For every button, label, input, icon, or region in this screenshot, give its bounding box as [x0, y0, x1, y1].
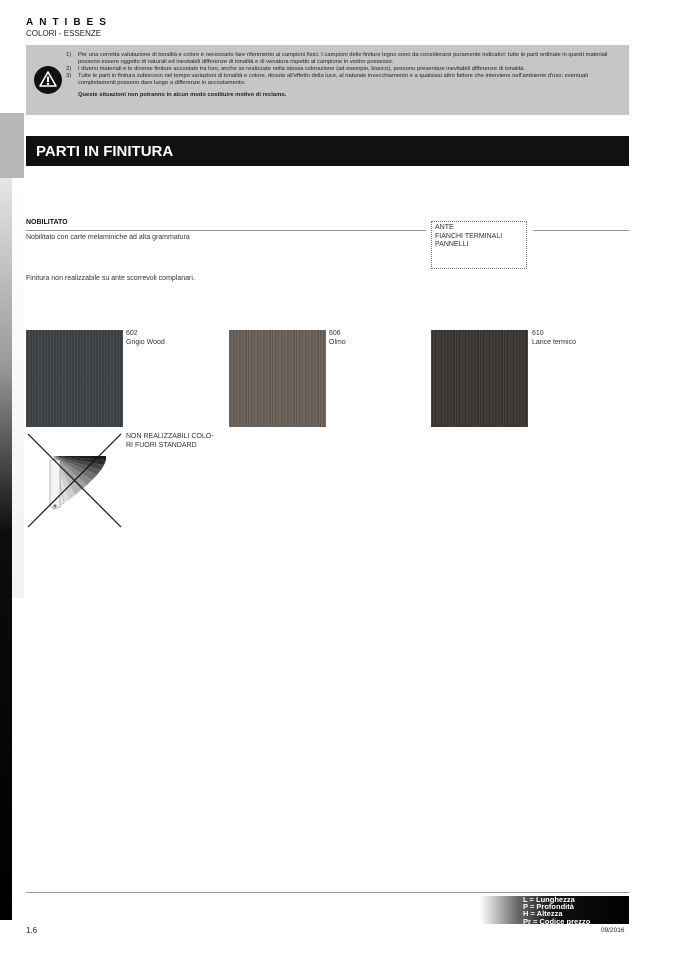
legend-text: [523, 896, 590, 925]
note-number: 1): [66, 52, 72, 58]
note-row: [66, 52, 626, 66]
footer-divider: [26, 892, 629, 893]
non-standard-label: [126, 432, 236, 450]
material-title: NOBILITATO: [26, 219, 68, 226]
note-number: 3): [66, 72, 72, 79]
note-text: Tutte le parti in finitura subiscono nel tempo variazioni di tonalità e colore, dovute all'effetto della luce, al naturale invecchiamento e a qualsiasi altro fattore che interviene nell'ambiente d'uso: eventuali completamenti possono dare luogo a differenze in accostamento.: [78, 72, 588, 86]
divider-line: [533, 230, 629, 231]
swatch-name: Olmo: [329, 339, 346, 346]
swatch-label: [532, 329, 576, 347]
note-row: [66, 73, 626, 87]
part-item: ANTE: [435, 224, 454, 231]
parts-box: [431, 221, 527, 269]
swatch-name: Grigio Wood: [126, 339, 165, 346]
swatch-606: [229, 330, 326, 427]
non-standard-label-line: RI FUORI STANDARD: [126, 442, 197, 449]
note-row: [66, 66, 626, 73]
divider-line: [26, 230, 426, 231]
section-title: PARTI IN FINITURA: [36, 143, 174, 160]
material-description: Nobilitato con carte melaminiche ad alta grammatura: [26, 234, 190, 241]
brand-title: ANTIBES: [26, 17, 112, 28]
left-edge-fill: [12, 178, 24, 598]
part-item: FIANCHI TERMINALI: [435, 232, 503, 240]
legend-item: H = Altezza: [523, 909, 563, 919]
warning-exclamation-icon: [34, 66, 62, 94]
legend-item: Pr = Codice prezzo: [523, 916, 591, 926]
notice-notes: [66, 52, 626, 98]
note-text: I diversi materiali e le diverse finiture accostate tra loro, anche se realizzate nella stessa colorazione (ad esempio, bianco), possono presentare inevitabili differenze di tonalità.: [78, 65, 526, 72]
non-standard-colors-icon: [26, 432, 123, 529]
note-text: Per una corretta valutazione di tonalità e colore è necessario fare riferimento ai campioni fisici. I campioni delle finiture legno sono da considerarsi puramente indicativi: tutte le parti ordinate in questi materiali possono essere oggetto di naturali ed inevitabili differenze di tonalità e di venatura rispetto al campione in vostro possesso.: [78, 52, 608, 65]
swatch-label: [329, 329, 346, 347]
swatch-610: [431, 330, 528, 427]
finish-note: Finitura non realizzabile su ante scorrevoli complanari.: [26, 275, 195, 282]
page-subtitle: COLORI - ESSENZE: [26, 29, 102, 38]
left-edge-band: [0, 113, 24, 178]
note-number: 2): [66, 65, 72, 72]
left-edge-gradient: [0, 178, 12, 920]
swatch-code: 606: [329, 330, 341, 337]
legend-item: L = Lunghezza: [523, 895, 575, 904]
legend-item: P = Profondità: [523, 902, 574, 912]
part-item: PANNELLI: [435, 241, 469, 248]
swatch-name: Larice termico: [532, 339, 576, 346]
swatch-label: [126, 329, 165, 347]
swatch-code: 610: [532, 330, 544, 337]
non-standard-label-line: NON REALIZZABILI COLO-: [126, 433, 214, 440]
swatch-602: [26, 330, 123, 427]
footer-date: 09/2016: [601, 927, 625, 934]
page-number: 1.6: [26, 926, 38, 935]
notice-warning: Queste situazioni non potranno in alcun modo costituire motivo di reclamo.: [78, 91, 287, 98]
swatch-code: 602: [126, 330, 138, 337]
